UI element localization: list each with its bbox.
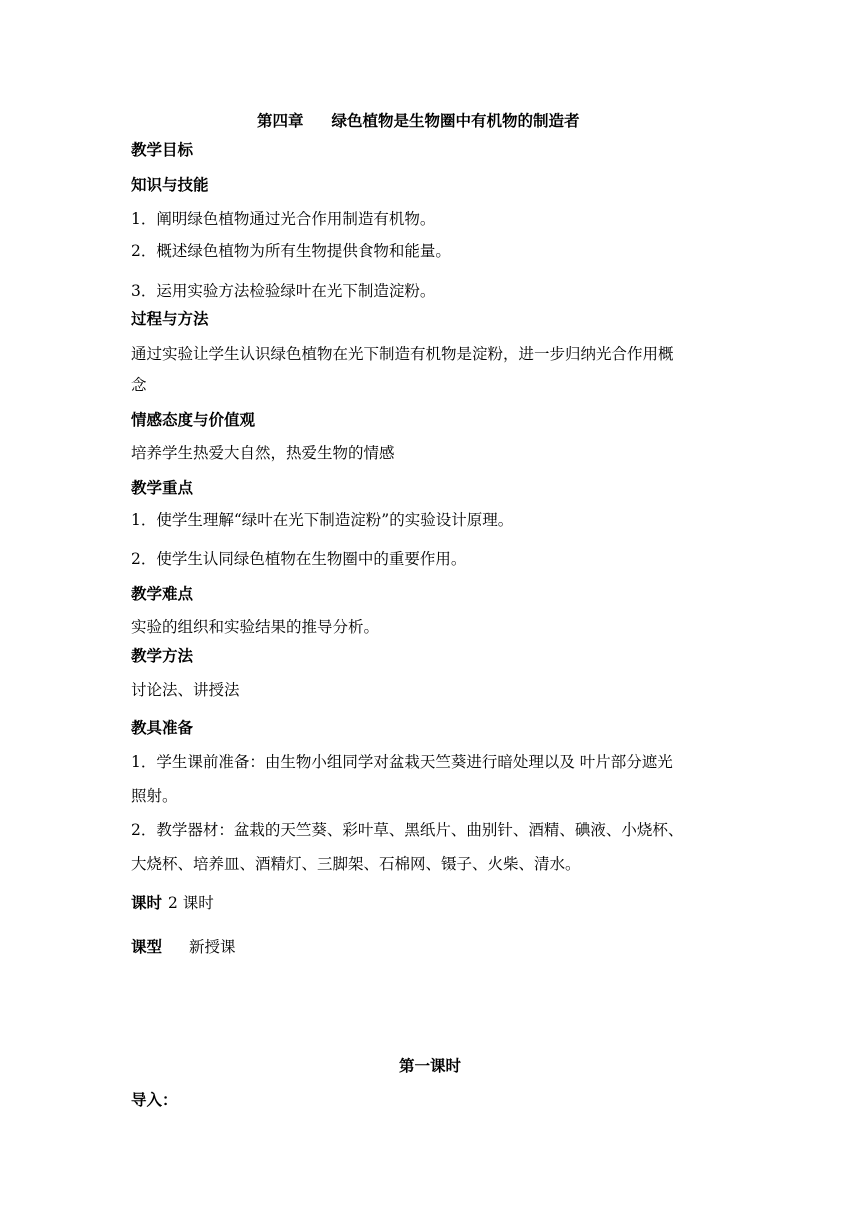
lesson-type [131, 937, 236, 957]
process-method-heading: 过程与方法 [131, 310, 209, 328]
key-points-heading: 教学重点 [131, 479, 194, 497]
class-hours [131, 893, 214, 913]
methods-heading: 教学方法 [131, 647, 194, 665]
key-point-item-1: 1．使学生理解“绿叶在光下制造淀粉”的实验设计原理。 [131, 511, 514, 529]
difficulties-text: 实验的组织和实验结果的推导分析。 [131, 618, 380, 636]
materials-item-2-line-2: 大烧杯、培养皿、酒精灯、三脚架、石棉网、镊子、火柴、清水。 [131, 855, 581, 873]
process-method-line-2: 念 [131, 376, 147, 394]
knowledge-skills-heading: 知识与技能 [131, 176, 209, 194]
class-hours-value: 2 课时 [168, 894, 214, 912]
first-lesson-heading: 第一课时 [398, 1057, 461, 1075]
chapter-title [257, 111, 580, 131]
chapter-number: 第四章 [257, 112, 304, 130]
knowledge-item-2: 2．概述绿色植物为所有生物提供食物和能量。 [131, 242, 451, 260]
materials-item-1-line-1: 1．学生课前准备：由生物小组同学对盆栽天竺葵进行暗处理以及 叶片部分遮光 [131, 753, 673, 771]
emotion-values-heading: 情感态度与价值观 [131, 411, 256, 429]
process-method-line-1: 通过实验让学生认识绿色植物在光下制造有机物是淀粉，进一步归纳光合作用概 [131, 345, 674, 363]
chapter-name: 绿色植物是生物圈中有机物的制造者 [331, 112, 580, 130]
class-hours-label: 课时 [131, 894, 163, 912]
difficulties-heading: 教学难点 [131, 585, 194, 603]
methods-text: 讨论法、讲授法 [131, 681, 240, 699]
lesson-type-label: 课型 [131, 938, 163, 956]
knowledge-item-1: 1．阐明绿色植物通过光合作用制造有机物。 [131, 210, 436, 228]
key-point-item-2: 2．使学生认同绿色植物在生物圈中的重要作用。 [131, 550, 467, 568]
materials-item-1-line-2: 照射。 [131, 787, 178, 805]
knowledge-item-3: 3．运用实验方法检验绿叶在光下制造淀粉。 [131, 282, 436, 300]
intro-label: 导入： [131, 1091, 178, 1109]
lesson-type-value: 新授课 [189, 938, 236, 956]
materials-item-2-line-1: 2．教学器材：盆栽的天竺葵、彩叶草、黑纸片、曲别针、酒精、碘液、小烧杯、 [131, 821, 684, 839]
emotion-values-text: 培养学生热爱大自然，热爱生物的情感 [131, 444, 395, 462]
materials-heading: 教具准备 [131, 719, 194, 737]
teaching-goals-heading: 教学目标 [131, 141, 194, 159]
